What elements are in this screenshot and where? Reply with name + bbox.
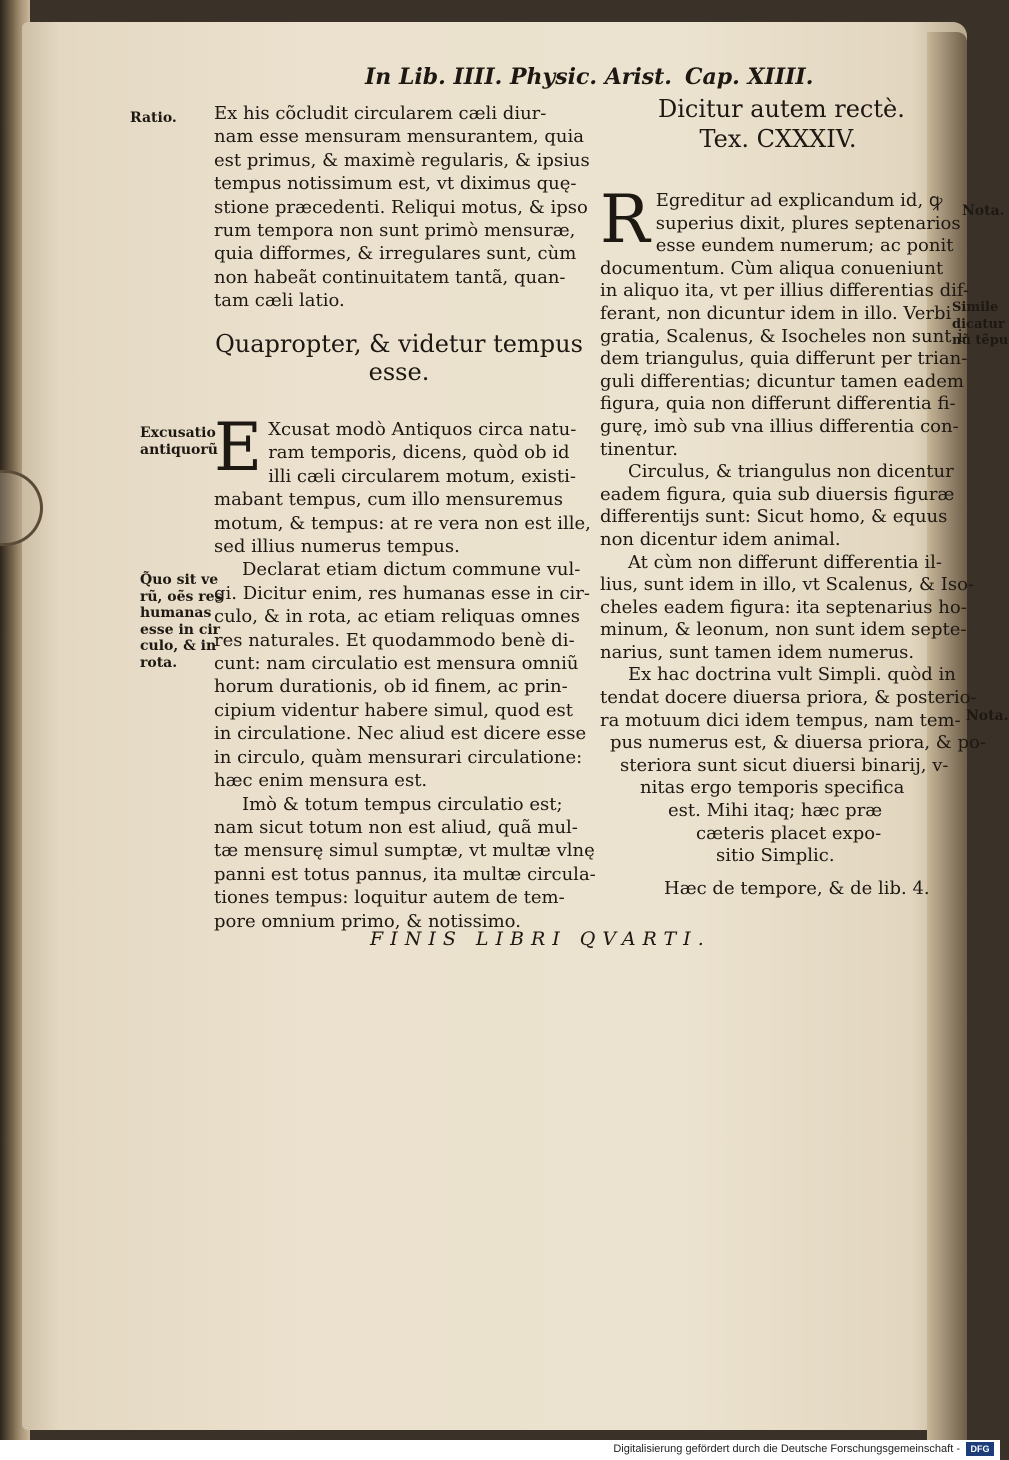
text-line: tendat docere diuersa priora, & posterio- bbox=[600, 687, 977, 709]
text-line: tinentur. bbox=[600, 438, 679, 460]
text-line: non habeãt continuitatem tantã, quan- bbox=[214, 266, 566, 288]
text-line: ferant, non dicuntur idem in illo. Verbi bbox=[600, 302, 952, 324]
text-line: steriora sunt sicut diuersi binarij, v- bbox=[620, 754, 949, 776]
text-line: lius, sunt idem in illo, vt Scalenus, & Iso- bbox=[600, 574, 975, 596]
paragraph bbox=[214, 793, 596, 933]
text-line: Circulus, & triangulus non dicentur bbox=[628, 461, 954, 483]
margin-note-line: nũ tẽpu bbox=[952, 333, 1009, 348]
paragraph bbox=[214, 102, 590, 313]
text-line: At cùm non differunt differentia il- bbox=[628, 551, 942, 573]
margin-note-line: Excusatio bbox=[140, 425, 216, 441]
text-line: in aliquo ita, vt per illius differentias dif- bbox=[600, 280, 969, 302]
margin-note-excusatio bbox=[140, 425, 218, 458]
text-line: illi cæli circularem motum, existi- bbox=[268, 465, 576, 487]
text-line: tam cæli latio. bbox=[214, 290, 345, 312]
finis-line: FINIS LIBRI QVARTI. bbox=[370, 928, 711, 950]
margin-note-line: rota. bbox=[140, 654, 178, 671]
left-column-lower bbox=[214, 409, 596, 933]
heading-line: Dicitur autem rectè. bbox=[658, 95, 905, 123]
text-line: guli differentias; dicuntur tamen eadem bbox=[600, 370, 964, 392]
left-column bbox=[214, 102, 590, 313]
text-line: gurę, imò sub vna illius differentia con- bbox=[600, 415, 959, 437]
text-line: ra motuum dici idem tempus, nam tem- bbox=[600, 709, 961, 731]
paragraph bbox=[600, 551, 975, 665]
text-line: eadem figura, quia sub diuersis figuræ bbox=[600, 483, 955, 505]
text-line: gratia, Scalenus, & Isocheles non sunt i- bbox=[600, 325, 970, 347]
text-line: res naturales. Et quodammodo benè di- bbox=[214, 629, 575, 651]
margin-note-line: Q̃uo sit ve bbox=[140, 572, 219, 588]
drop-cap: R bbox=[600, 181, 650, 258]
text-line: in circulatione. Nec aliud est dicere esse bbox=[214, 723, 587, 745]
dfg-logo-icon: DFG bbox=[966, 1442, 994, 1456]
text-line: panni est totus pannus, ita multæ circula- bbox=[214, 863, 596, 885]
text-line: Imò & totum tempus circulatio est; bbox=[242, 793, 563, 815]
text-line: mabant tempus, cum illo mensuremus bbox=[214, 489, 563, 511]
text-line: esse eundem numerum; ac ponit bbox=[655, 235, 954, 257]
text-line: sed illius numerus tempus. bbox=[214, 536, 460, 558]
text-line: cunt: nam circulatio est mensura omniũ bbox=[214, 653, 579, 675]
closing-line: Hæc de tempore, & de lib. 4. bbox=[664, 877, 930, 899]
text-line: Egreditur ad explicandum id, ꝙ bbox=[655, 190, 943, 211]
margin-note-ratio: Ratio. bbox=[130, 110, 177, 126]
text-line: motum, & tempus: at re vera non est ille, bbox=[214, 512, 591, 534]
margin-note-line: humanas bbox=[140, 605, 212, 621]
text-line: nam esse mensuram mensurantem, quia bbox=[214, 126, 584, 148]
text-line: rum tempora non sunt primò mensuræ, bbox=[214, 220, 576, 242]
margin-note-nota: Nota. bbox=[966, 708, 1009, 724]
text-line: documentum. Cùm aliqua conueniunt bbox=[600, 257, 944, 279]
text-line: gi. Dicitur enim, res humanas esse in cir- bbox=[214, 582, 590, 604]
text-line: differentijs sunt: Sicut homo, & equus bbox=[600, 506, 948, 528]
text-line: Ex hac doctrina vult Simpli. quòd in bbox=[628, 664, 956, 686]
text-line: tiones tempus: loquitur autem de tem- bbox=[214, 887, 565, 909]
text-line: figura, quia non differunt differentia fi- bbox=[600, 393, 956, 415]
drop-cap: E bbox=[214, 409, 263, 486]
text-line: minum, & leonum, non sunt idem septe- bbox=[600, 619, 967, 641]
margin-note-quo bbox=[140, 572, 222, 671]
margin-note-line: antiquorũ bbox=[140, 441, 218, 458]
text-line: est. Mihi itaq; hæc præ bbox=[668, 800, 883, 822]
margin-note-line: dicatur bbox=[952, 316, 1005, 332]
text-line: in circulo, quàm mensurari circulatione: bbox=[214, 746, 583, 768]
running-head-chapter: Cap. XIIII. bbox=[685, 64, 814, 90]
paragraph bbox=[600, 664, 986, 867]
running-head-title: In Lib. IIII. Physic. Arist. bbox=[365, 64, 672, 90]
margin-note-nota: Nota. bbox=[962, 203, 1005, 219]
text-line: tæ mensurę simul sumptæ, vt multæ vlnę bbox=[214, 840, 595, 862]
text-line: Xcusat modò Antiquos circa natu- bbox=[268, 419, 577, 440]
heading-line: Tex. CXXXIV. bbox=[699, 125, 857, 153]
section-heading: Quapropter, & videtur tempus esse. bbox=[215, 330, 583, 386]
text-line: non dicentur idem animal. bbox=[600, 528, 841, 550]
text-line: Declarat etiam dictum commune vul- bbox=[242, 559, 581, 581]
text-line: cheles eadem figura: ita septenarius ho- bbox=[600, 596, 967, 618]
paragraph bbox=[214, 558, 590, 792]
text-line: sitio Simplic. bbox=[716, 845, 835, 867]
paragraph bbox=[600, 461, 955, 551]
section-heading-right bbox=[658, 94, 905, 154]
text-line: cipium videntur habere simul, quod est bbox=[214, 699, 573, 721]
text-line: culo, & in rota, ac etiam reliquas omnes bbox=[214, 606, 581, 628]
text-line: nam sicut totum non est aliud, quã mul- bbox=[214, 816, 578, 838]
text-line: hæc enim mensura est. bbox=[214, 770, 428, 792]
text-line: cæteris placet expo- bbox=[696, 822, 882, 844]
margin-note-line: culo, & in bbox=[140, 638, 217, 654]
text-line: stione præcedenti. Reliqui motus, & ipso bbox=[214, 196, 588, 218]
text-line: horum durationis, ob id finem, ac prin- bbox=[214, 676, 568, 698]
paragraph bbox=[600, 181, 970, 461]
text-line: quia difformes, & irregulares sunt, cùm bbox=[214, 243, 577, 265]
text-line: est primus, & maximè regularis, & ipsius bbox=[214, 149, 590, 171]
margin-note-line: rũ, oẽs res bbox=[140, 588, 223, 605]
paragraph bbox=[214, 409, 591, 558]
text-line: Ex his cõcludit circularem cæli diur- bbox=[214, 103, 547, 124]
footer-credit: Digitalisierung gefördert durch die Deutsche Forschungsgemeinschaft - bbox=[613, 1443, 960, 1455]
text-line: superius dixit, plures septenarios bbox=[655, 212, 961, 234]
margin-note-line: esse in cir bbox=[140, 621, 221, 638]
running-head bbox=[365, 64, 814, 90]
text-line: pore omnium primo, & notissimo. bbox=[214, 910, 521, 932]
text-line: nitas ergo temporis specifica bbox=[640, 777, 905, 799]
text-line: tempus notissimum est, vt diximus quę- bbox=[214, 173, 577, 195]
text-line: pus numerus est, & diuersa priora, & po- bbox=[610, 732, 986, 754]
margin-note-line: Simile bbox=[952, 300, 999, 315]
text-line: narius, sunt tamen idem numerus. bbox=[600, 641, 915, 663]
text-line: dem triangulus, quia differunt per trian- bbox=[600, 348, 968, 370]
text-line: ram temporis, dicens, quòd ob id bbox=[268, 442, 570, 464]
